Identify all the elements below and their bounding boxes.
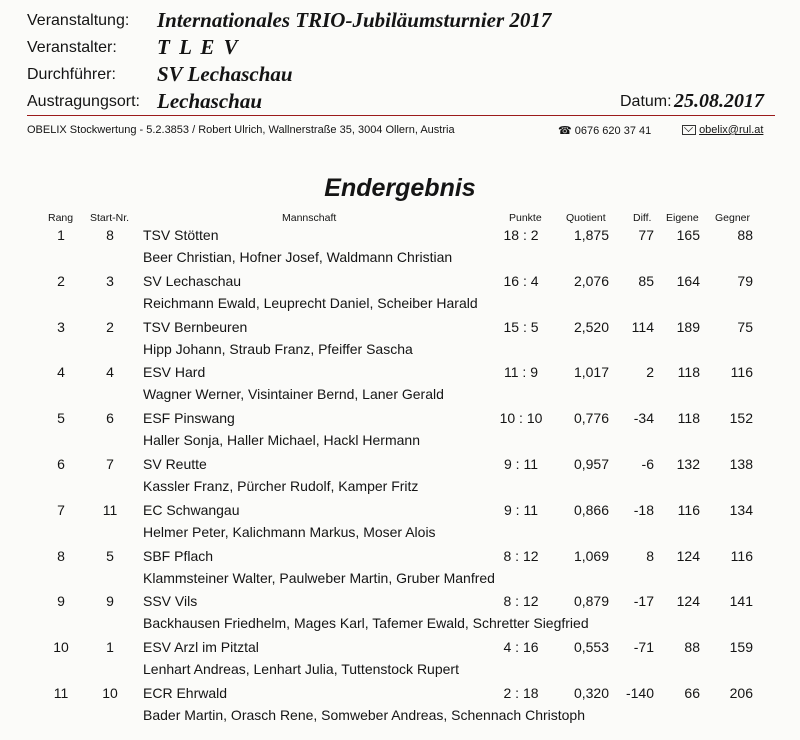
row-start-nr: 4 — [106, 364, 114, 381]
table-row — [0, 410, 800, 456]
table-row — [0, 227, 800, 273]
phone-number: 0676 620 37 41 — [574, 125, 652, 137]
row-quotient: 1,017 — [573, 364, 609, 381]
row-start-nr: 11 — [102, 501, 118, 518]
row-diff: 77 — [638, 227, 654, 243]
software-credit: OBELIX Stockwertung - 5.2.3853 / Robert Ulrich, Wallnerstraße 35, 3004 Ollern, Austria — [27, 124, 455, 136]
row-start-nr: 2 — [106, 318, 114, 335]
datum-label: Datum: — [620, 93, 672, 110]
row-quotient: 0,866 — [573, 501, 609, 518]
row-quotient: 0,320 — [573, 685, 609, 701]
row-gegner: 75 — [737, 318, 753, 335]
row-diff: -6 — [641, 456, 654, 472]
table-row — [0, 502, 800, 548]
row-punkte: 8 : 12 — [503, 593, 539, 610]
row-eigene: 124 — [676, 547, 700, 564]
row-start-nr: 7 — [106, 456, 114, 472]
row-team: ECR Ehrwald — [143, 685, 228, 701]
austragungsort-value: Lechaschau — [157, 89, 262, 113]
row-diff: -140 — [625, 685, 654, 701]
col-punkte: Punkte — [509, 212, 542, 224]
row-punkte: 9 : 11 — [504, 456, 538, 472]
row-quotient: 2,520 — [573, 318, 609, 335]
row-players: Beer Christian, Hofner Josef, Waldmann Christian — [143, 249, 453, 265]
row-team: EC Schwangau — [143, 501, 240, 518]
row-gegner: 116 — [730, 547, 753, 564]
row-players: Wagner Werner, Visintainer Bernd, Laner Gerald — [143, 386, 444, 403]
row-gegner: 79 — [737, 272, 753, 289]
phone-block — [558, 124, 651, 137]
row-gegner: 152 — [729, 410, 753, 427]
row-punkte: 15 : 5 — [503, 318, 539, 335]
row-diff: 114 — [631, 318, 654, 335]
row-team: TSV Stötten — [143, 227, 219, 243]
table-row — [0, 593, 800, 639]
row-rang: 3 — [57, 318, 65, 335]
row-players: Klammsteiner Walter, Paulweber Martin, Gruber Manfred — [143, 569, 495, 586]
row-eigene: 118 — [677, 364, 700, 381]
row-players: Backhausen Friedhelm, Mages Karl, Tafemer Ewald, Schretter Siegfried — [143, 615, 589, 632]
row-eigene: 116 — [677, 501, 700, 518]
row-diff: 8 — [646, 547, 654, 564]
row-rang: 9 — [57, 593, 65, 610]
col-gegner: Gegner — [715, 212, 751, 224]
row-gegner: 134 — [729, 501, 753, 518]
row-diff: -71 — [633, 639, 654, 656]
row-punkte: 16 : 4 — [503, 272, 539, 289]
veranstaltung-value: Internationales TRIO-Jubiläumsturnier 2017 — [157, 8, 552, 32]
row-quotient: 0,553 — [573, 639, 609, 656]
col-start-nr: Start-Nr. — [90, 212, 130, 224]
row-quotient: 1,875 — [573, 227, 609, 243]
row-players: Lenhart Andreas, Lenhart Julia, Tuttenstock Rupert — [143, 661, 459, 678]
row-diff: -34 — [633, 410, 654, 427]
row-eigene: 88 — [684, 639, 700, 656]
col-eigene: Eigene — [666, 212, 699, 224]
row-team: ESV Arzl im Pitztal — [143, 639, 259, 656]
row-diff: -18 — [633, 501, 654, 518]
row-eigene: 124 — [676, 593, 700, 610]
row-eigene: 118 — [677, 410, 700, 427]
telephone-icon: ☎ — [558, 125, 572, 137]
header-divider — [27, 115, 775, 116]
row-players: Haller Sonja, Haller Michael, Hackl Hermann — [143, 432, 420, 449]
row-rang: 5 — [57, 410, 65, 427]
row-start-nr: 5 — [106, 547, 114, 564]
col-diff: Diff. — [633, 212, 652, 224]
email-block — [682, 124, 763, 136]
row-eigene: 189 — [676, 318, 700, 335]
row-start-nr: 1 — [106, 639, 114, 656]
row-gegner: 116 — [730, 364, 753, 381]
row-diff: 85 — [638, 272, 654, 289]
row-start-nr: 8 — [106, 227, 114, 243]
row-diff: -17 — [633, 593, 654, 610]
page-title: Endergebnis — [324, 174, 476, 202]
row-quotient: 0,957 — [573, 456, 609, 472]
row-team: TSV Bernbeuren — [143, 318, 248, 335]
table-row — [0, 273, 800, 319]
row-punkte: 10 : 10 — [499, 410, 543, 427]
durchfuehrer-value: SV Lechaschau — [157, 62, 293, 86]
row-rang: 10 — [53, 639, 69, 656]
row-team: SV Reutte — [143, 456, 207, 472]
row-team: SSV Vils — [143, 593, 198, 610]
row-quotient: 0,776 — [573, 410, 609, 427]
table-row — [0, 639, 800, 685]
datum-value: 25.08.2017 — [674, 90, 764, 112]
row-eigene: 132 — [676, 456, 700, 472]
row-punkte: 11 : 9 — [504, 364, 538, 381]
col-mannschaft: Mannschaft — [282, 212, 337, 224]
row-quotient: 1,069 — [573, 547, 609, 564]
row-punkte: 9 : 11 — [504, 501, 538, 518]
row-quotient: 2,076 — [573, 272, 609, 289]
row-start-nr: 9 — [106, 593, 114, 610]
row-players: Kassler Franz, Pürcher Rudolf, Kamper Fritz — [143, 478, 419, 494]
veranstaltung-label: Veranstaltung: — [27, 12, 130, 29]
table-row — [0, 319, 800, 365]
table-row — [0, 685, 800, 731]
row-start-nr: 3 — [106, 272, 114, 289]
row-gegner: 141 — [729, 593, 753, 610]
row-team: ESV Hard — [143, 364, 206, 381]
row-team: SV Lechaschau — [143, 272, 242, 289]
row-gegner: 138 — [729, 456, 753, 472]
row-players: Bader Martin, Orasch Rene, Somweber Andreas, Schennach Christoph — [143, 707, 586, 723]
row-gegner: 206 — [729, 685, 753, 701]
row-quotient: 0,879 — [573, 593, 609, 610]
table-row — [0, 364, 800, 410]
table-row — [0, 548, 800, 594]
row-punkte: 4 : 16 — [503, 639, 539, 656]
veranstalter-value: T L E V — [157, 35, 240, 59]
veranstalter-label: Veranstalter: — [27, 39, 117, 56]
row-punkte: 8 : 12 — [503, 547, 539, 564]
row-players: Reichmann Ewald, Leuprecht Daniel, Scheiber Harald — [143, 294, 478, 311]
row-gegner: 159 — [729, 639, 753, 656]
col-rang: Rang — [48, 212, 74, 224]
austragungsort-label: Austragungsort: — [27, 93, 140, 110]
durchfuehrer-label: Durchführer: — [27, 66, 116, 83]
row-punkte: 2 : 18 — [503, 685, 539, 701]
row-rang: 1 — [57, 227, 65, 243]
row-rang: 8 — [57, 547, 65, 564]
row-start-nr: 6 — [106, 410, 114, 427]
table-row — [0, 456, 800, 502]
row-rang: 11 — [53, 685, 69, 701]
row-eigene: 164 — [676, 272, 700, 289]
row-start-nr: 10 — [102, 685, 118, 701]
row-players: Hipp Johann, Straub Franz, Pfeiffer Sascha — [143, 340, 413, 357]
row-players: Helmer Peter, Kalichmann Markus, Moser Alois — [143, 523, 436, 540]
row-rang: 7 — [57, 501, 65, 518]
row-eigene: 66 — [684, 685, 700, 701]
row-eigene: 165 — [676, 227, 700, 243]
envelope-icon — [682, 125, 696, 135]
row-rang: 6 — [57, 456, 65, 472]
row-rang: 4 — [57, 364, 65, 381]
row-team: ESF Pinswang — [143, 410, 235, 427]
col-quotient: Quotient — [566, 212, 606, 224]
row-gegner: 88 — [737, 227, 753, 243]
email-link[interactable]: obelix@rul.at — [699, 124, 764, 136]
row-team: SBF Pflach — [143, 547, 214, 564]
row-diff: 2 — [646, 364, 654, 381]
row-punkte: 18 : 2 — [503, 227, 539, 243]
row-rang: 2 — [57, 272, 65, 289]
